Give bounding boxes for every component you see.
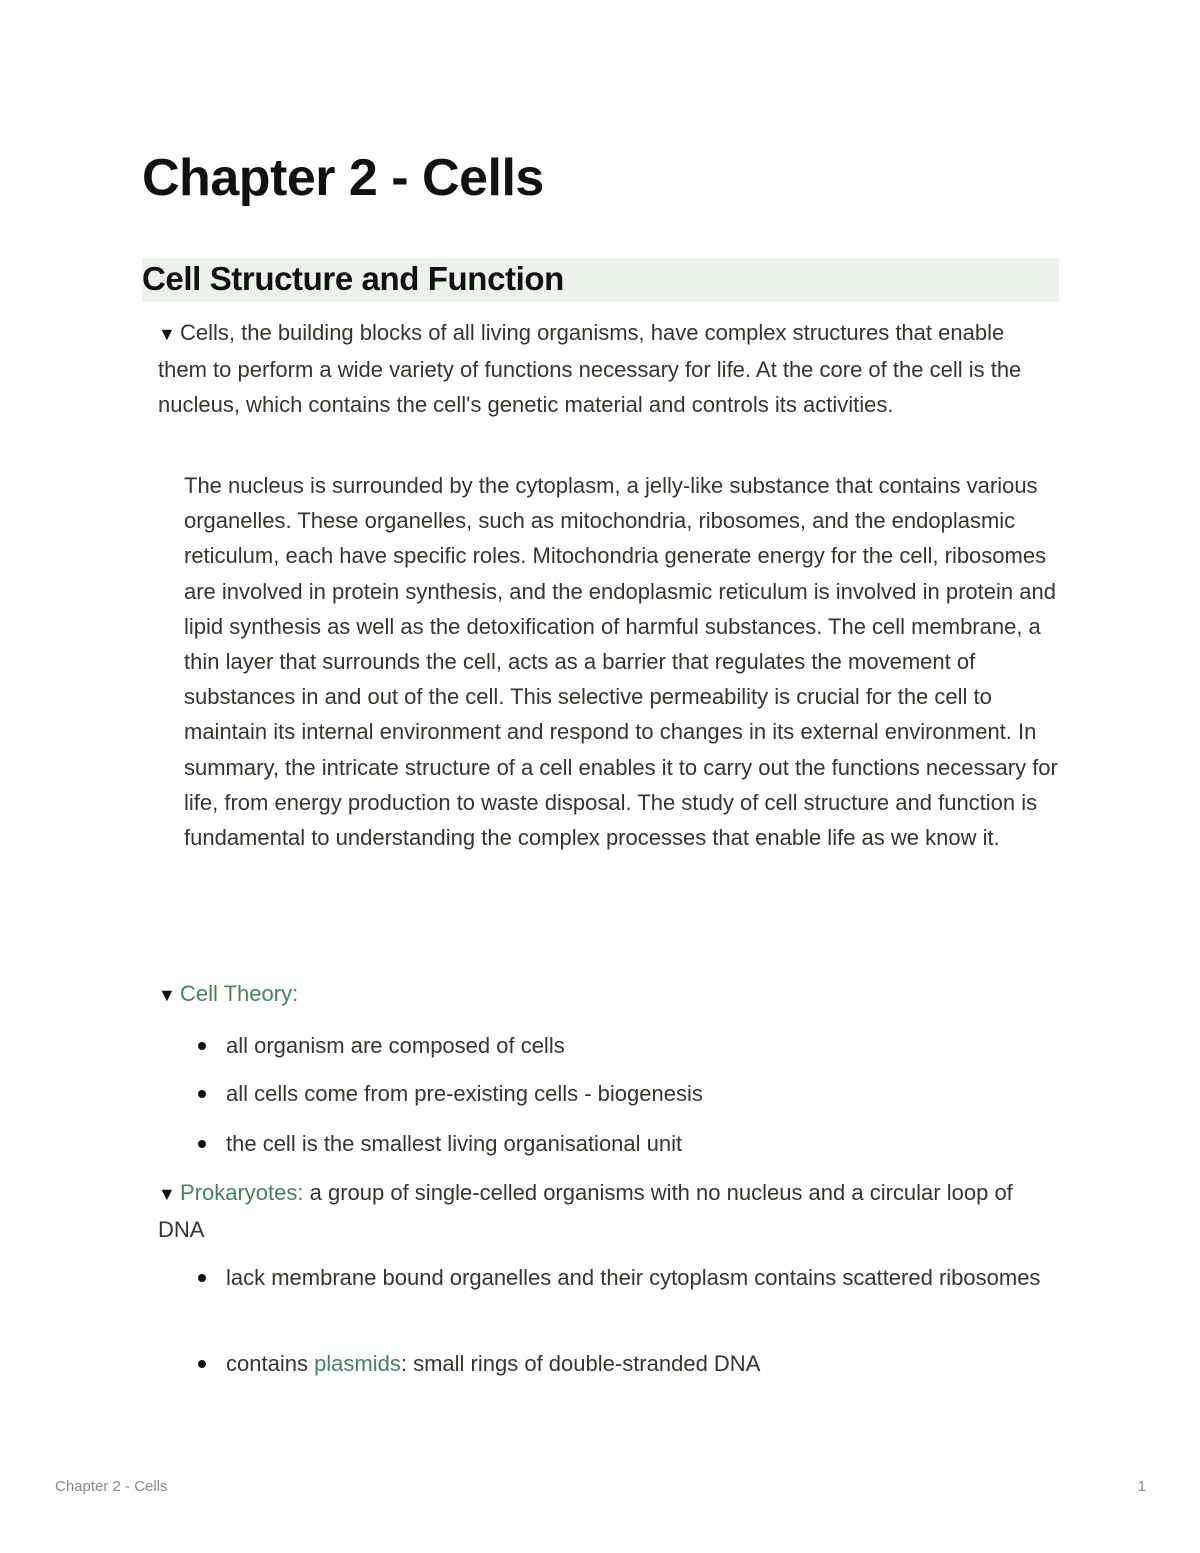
toggle-intro-text: Cells, the building blocks of all living organisms, have complex structures that enable them to perform a wide variety of functions necessary for life. At the core of the cell is the nucleus, which contains the cell's genetic material and controls its activities. bbox=[158, 320, 1022, 418]
bullet-icon bbox=[198, 1360, 206, 1368]
page-number: 1 bbox=[1137, 1478, 1146, 1495]
list-item-text-after: : small rings of double-stranded DNA bbox=[400, 1351, 761, 1376]
bullet-icon bbox=[198, 1274, 206, 1282]
plasmids-term: plasmids bbox=[314, 1351, 401, 1376]
list-item-text: the cell is the smallest living organisational unit bbox=[226, 1131, 683, 1156]
list-item bbox=[198, 1076, 1059, 1111]
bullet-icon bbox=[198, 1090, 206, 1098]
toggle-prokaryotes[interactable] bbox=[158, 1175, 1059, 1247]
prokaryotes-label: Prokaryotes: bbox=[180, 1180, 304, 1205]
cell-theory-label: Cell Theory: bbox=[180, 981, 299, 1006]
toggle-arrow-icon[interactable]: ▼ bbox=[158, 324, 176, 344]
list-item-text: all organism are composed of cells bbox=[226, 1033, 565, 1058]
list-item-text: lack membrane bound organelles and their cytoplasm contains scattered ribosomes bbox=[226, 1265, 1041, 1290]
list-item-text: all cells come from pre-existing cells - biogenesis bbox=[226, 1081, 703, 1106]
section-heading-text: Cell Structure and Function bbox=[142, 260, 564, 297]
toggle-cell-theory[interactable] bbox=[158, 976, 1059, 1013]
list-item bbox=[198, 1260, 1059, 1295]
bullet-icon bbox=[198, 1042, 206, 1050]
list-item-text bbox=[198, 1346, 1059, 1381]
footer-title: Chapter 2 - Cells bbox=[55, 1478, 168, 1495]
list-item bbox=[198, 1028, 1059, 1063]
prokaryotes-text: a group of single-celled organisms with no nucleus and a circular loop of DNA bbox=[158, 1180, 1013, 1243]
section-heading bbox=[142, 258, 1059, 302]
bullet-icon bbox=[198, 1140, 206, 1148]
list-item bbox=[198, 1346, 1059, 1381]
toggle-intro[interactable] bbox=[158, 315, 1059, 423]
toggle-arrow-icon[interactable]: ▼ bbox=[158, 1184, 176, 1204]
toggle-arrow-icon[interactable]: ▼ bbox=[158, 985, 176, 1005]
list-item-text-before: contains bbox=[226, 1351, 315, 1376]
intro-body-paragraph: The nucleus is surrounded by the cytoplasm, a jelly-like substance that contains various organelles. These organelles, such as mitochondria, ribosomes, and the endoplasmic reticulum, each have specific roles. Mitochondria generate energy for the cell, ribosomes are involved in protein synthesis, and the endoplasmic reticulum is involved in protein and lipid synthesis as well as the detoxification of harmful substances. The cell membrane, a thin layer that surrounds the cell, acts as a barrier that regulates the movement of substances in and out of the cell. This selective permeability is crucial for the cell to maintain its internal environment and respond to changes in its external environment. In summary, the intricate structure of a cell enables it to carry out the functions necessary for life, from energy production to waste disposal. The study of cell structure and function is fundamental to understanding the complex processes that enable life as we know it. bbox=[184, 473, 1058, 851]
list-item bbox=[198, 1126, 1059, 1161]
page-title: Chapter 2 - Cells bbox=[142, 149, 544, 207]
